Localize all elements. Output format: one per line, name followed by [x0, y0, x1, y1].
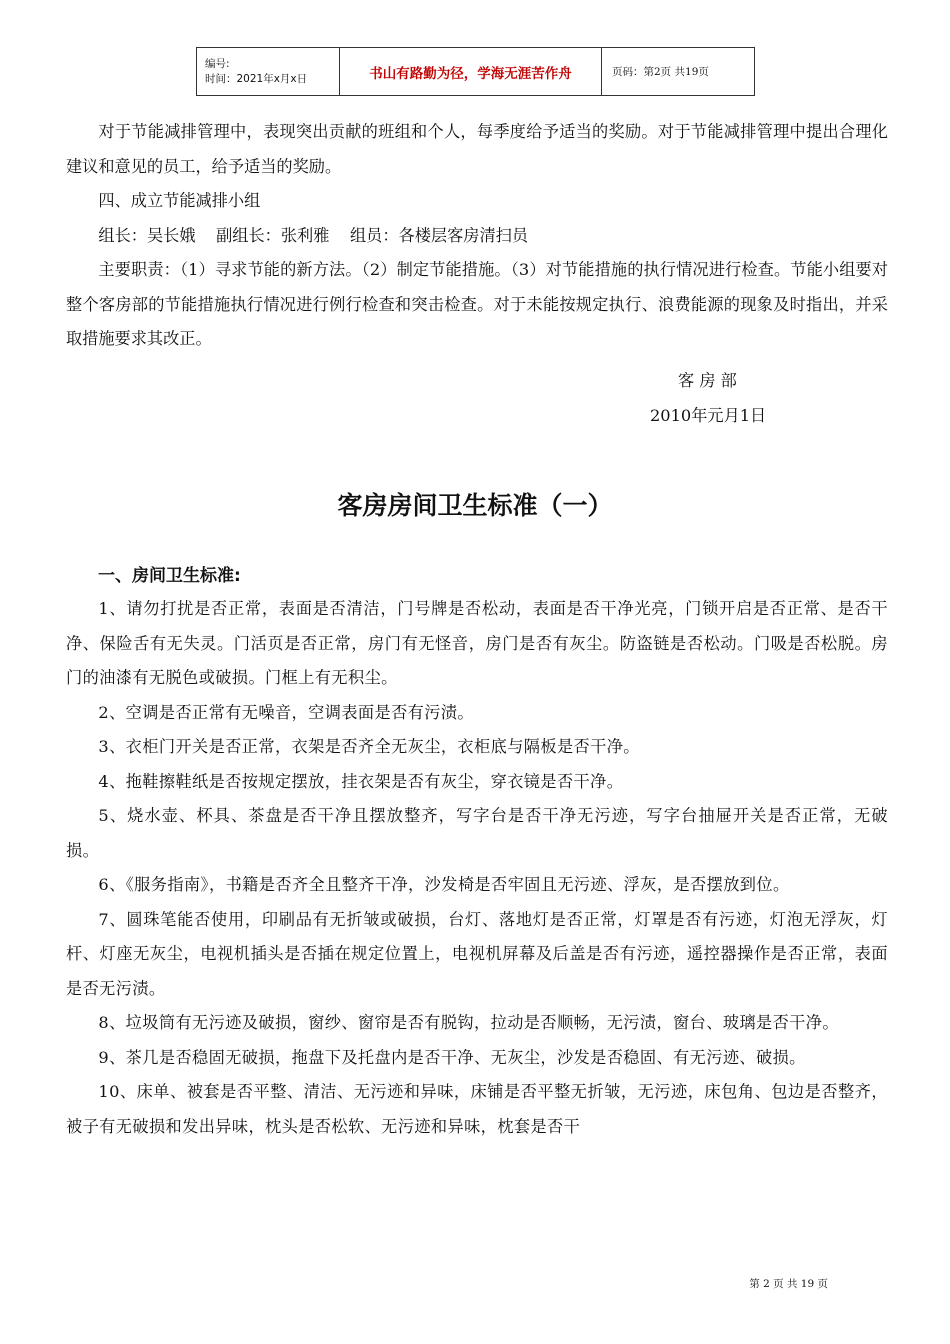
intro-paragraph: 对于节能减排管理中，表现突出贡献的班组和个人，每季度给予适当的奖励。对于节能减排管理中提出合理化建议和意见的员工，给予适当的奖励。 — [66, 122, 888, 176]
standards-list — [66, 592, 888, 1144]
header-page-info — [602, 48, 754, 95]
list-item: 8、垃圾筒有无污迹及破损，窗纱、窗帘是否有脱钩，拉动是否顺畅，无污渍，窗台、玻璃是否干净。 — [98, 1013, 839, 1032]
list-item: 3、衣柜门开关是否正常，衣架是否齐全无灰尘，衣柜底与隔板是否干净。 — [98, 737, 640, 756]
header-motto — [340, 48, 602, 95]
document-title: 客房房间卫生标准（一） — [337, 491, 613, 520]
signature-date: 2010年元月1日 — [650, 406, 767, 425]
header-time: 时间：2021年x月x日 — [205, 72, 308, 85]
page-header — [196, 47, 755, 96]
list-item: 5、烧水壶、杯具、茶盘是否干净且摆放整齐，写字台是否干净无污迹，写字台抽屉开关是否正常，无破损。 — [66, 806, 888, 860]
duties-paragraph: 主要职责：（1）寻求节能的新方法。（2）制定节能措施。（3）对节能措施的执行情况进行检查。节能小组要对整个客房部的节能措施执行情况进行例行检查和突击检查。对于未能按规定执行、浪费能源的现象及时指出，并采取措施要求其改正。 — [66, 260, 888, 348]
list-item: 2、空调是否正常有无噪音，空调表面是否有污渍。 — [98, 702, 475, 722]
header-motto-text: 书山有路勤为径，学海无涯苦作舟 — [369, 65, 572, 82]
intro-section — [66, 115, 888, 357]
list-item: 1、请勿打扰是否正常，表面是否清洁，门号牌是否松动，表面是否干净光亮，门锁开启是否正常、是否干净、保险舌有无失灵。门活页是否正常，房门有无怪音，房门是否有灰尘。防盗链是否松动。门吸是否松脱。房门的油漆有无脱色或破损。门框上有无积尘。 — [66, 599, 888, 687]
header-meta — [197, 48, 340, 95]
list-item: 10、床单、被套是否平整、清洁、无污迹和异味，床铺是否平整无折皱，无污迹，床包角、包边是否整齐，被子有无破损和发出异味，枕头是否松软、无污迹和异味，枕套是否干 — [66, 1082, 888, 1136]
list-item: 6、《服务指南》，书籍是否齐全且整齐干净，沙发椅是否牢固且无污迹、浮灰，是否摆放到位。 — [98, 875, 790, 894]
list-item: 4、拖鞋擦鞋纸是否按规定摆放，挂衣架是否有灰尘，穿衣镜是否干净。 — [98, 771, 624, 791]
list-item: 9、茶几是否稳固无破损，拖盘下及托盘内是否干净、无灰尘，沙发是否稳固、有无污迹、破损。 — [98, 1047, 806, 1067]
signature-dept: 客 房 部 — [678, 371, 737, 390]
header-number: 编号: — [205, 57, 230, 70]
section-heading: 一、房间卫生标准: — [98, 566, 241, 586]
list-item: 7、圆珠笔能否使用，印刷品有无折皱或破损，台灯、落地灯是否正常，灯罩是否有污迹，灯泡无浮灰，灯杆、灯座无灰尘，电视机插头是否插在规定位置上，电视机屏幕及后盖是否有污迹，遥控器操作是否正常，表面是否无污渍。 — [66, 909, 888, 998]
subheading: 四、成立节能减排小组 — [98, 191, 261, 210]
page-footer: 第 2 页 共 19 页 — [749, 1278, 828, 1290]
team-members: 组长：吴长娥 副组长：张利雅 组员：各楼层客房清扫员 — [98, 225, 529, 245]
header-page-info-text: 页码：第2页 共19页 — [612, 66, 709, 78]
